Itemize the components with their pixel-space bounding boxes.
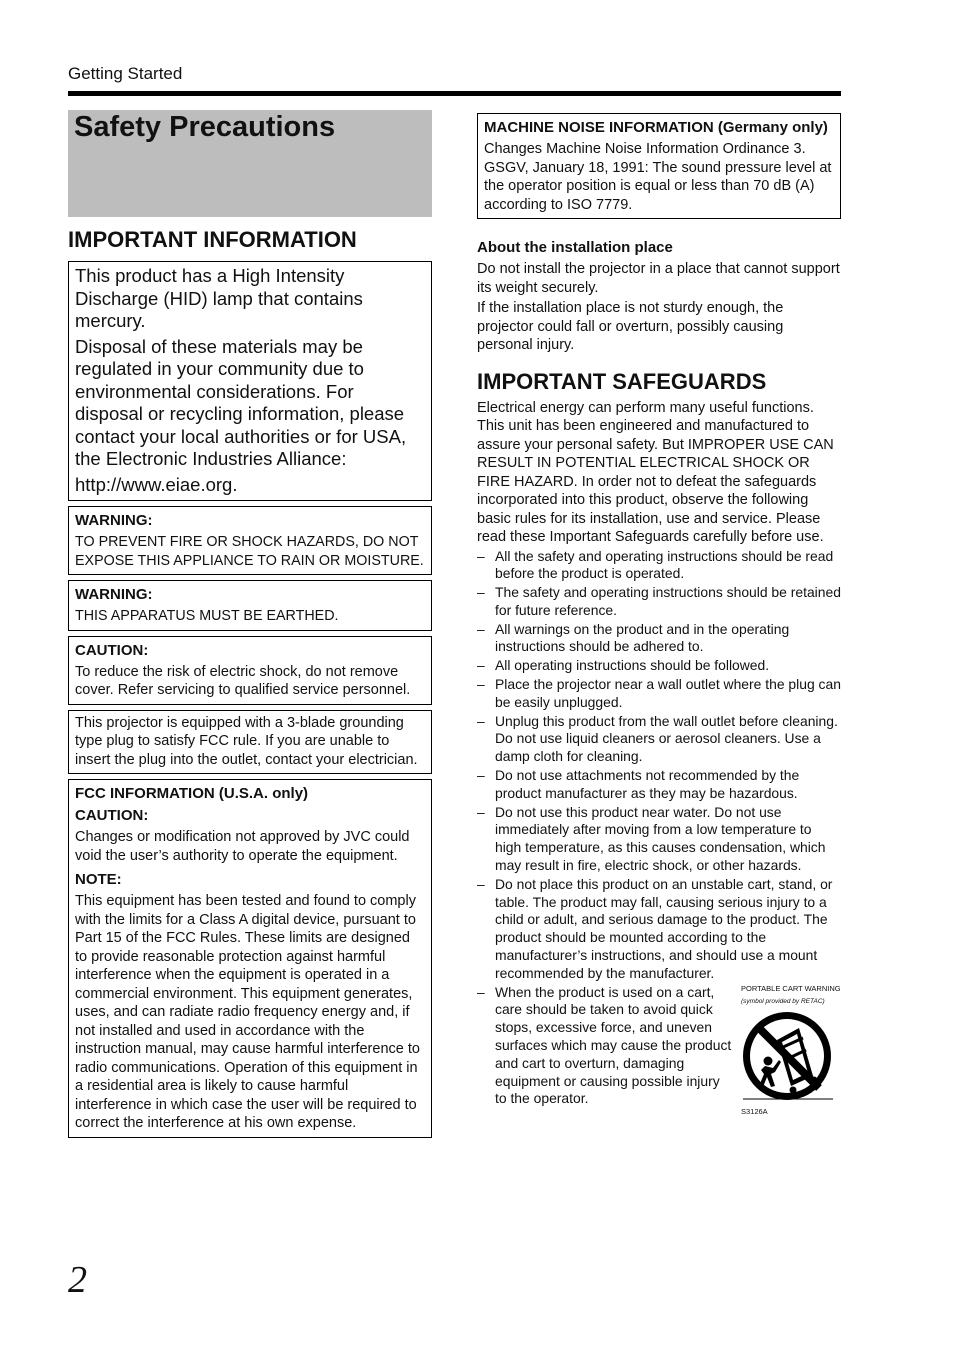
running-header: Getting Started (68, 64, 183, 83)
list-item: – Unplug this product from the wall outlet before cleaning. Do not use liquid cleaners or aerosol cleaners. Use a damp cloth for cleaning. (477, 712, 838, 765)
cart-figure-caption: PORTABLE CART WARNING (741, 983, 841, 993)
caution-title: CAUTION: (75, 641, 149, 659)
header-rule (68, 91, 841, 96)
dash-bullet: – (477, 983, 485, 1000)
list-item: – Place the projector near a wall outlet where the plug can be easily unplugged. (477, 676, 841, 710)
fcc-note-text: This equipment has been tested and found to comply with the limits for a Class A digital device, pursuant to Part 15 of the FCC Rules. These limits are designed to provide reasonable protection against harmful interference when the equipment is operated in a commercial environment. This equipment generates, uses, and can radiate radio frequency energy and, if not installed and used in accordance with the instruction manual, may cause harmful interference to radio communications. Operation of this equipment in a residential area is likely to cause harmful interference in which case the user will be required to correct the interference at his own expense. (75, 893, 420, 1131)
hid-paragraph-2: Disposal of these materials may be regulated in your community due to environmental considerations. For disposal or recycling information, please contact your local authorities or for USA, the Electronic Industries Alliance: (75, 335, 407, 469)
fcc-caution-text: Changes or modification not approved by JVC could void the user’s authority to operate the equipment. (75, 829, 410, 864)
dash-bullet: – (477, 803, 485, 820)
dash-bullet: – (477, 657, 485, 674)
dash-bullet: – (477, 875, 485, 892)
noise-title: MACHINE NOISE INFORMATION (Germany only) (484, 119, 828, 136)
page-number: 2 (68, 1259, 87, 1301)
list-item-cart (477, 984, 841, 1117)
dash-bullet: – (477, 584, 485, 601)
warning-text: TO PREVENT FIRE OR SHOCK HAZARDS, DO NOT EXPOSE THIS APPLIANCE TO RAIN OR MOISTURE. (75, 534, 424, 569)
caution-text: To reduce the risk of electric shock, do not remove cover. Refer servicing to qualified service personnel. (75, 663, 411, 698)
hid-url: http://www.eiae.org. (75, 473, 238, 495)
noise-text: Changes Machine Noise Information Ordinance 3. GSGV, January 18, 1991: The sound pressure level at the operator position is equal or less than 70 dB (A) according to ISO 7779. (484, 141, 832, 213)
installation-heading: About the installation place (477, 239, 673, 256)
list-item: – Do not use this product near water. Do not use immediately after moving from a low temperature to high temperature, as this causes condensation, which may result in fire, electric shock, or other hazards. (477, 803, 826, 874)
dash-bullet: – (477, 767, 485, 784)
fcc-caution-title: CAUTION: (75, 807, 149, 824)
dash-bullet: – (477, 547, 485, 564)
grounding-plug-box (68, 710, 432, 775)
important-information-heading: IMPORTANT INFORMATION (68, 227, 357, 252)
dash-bullet: – (477, 712, 485, 729)
dash-bullet: – (477, 620, 485, 637)
page-title: Safety Precautions (74, 111, 336, 143)
title-band (68, 110, 432, 217)
installation-paragraph-1: Do not install the projector in a place that cannot support its weight securely. (477, 261, 840, 296)
warning-box-earthed (68, 580, 432, 631)
left-column (68, 110, 432, 1143)
list-item: – Do not use attachments not recommended by the product manufacturer as they may be hazardous. (477, 767, 800, 801)
warning-title: WARNING: (75, 586, 153, 603)
list-item: – All the safety and operating instructions should be read before the product is operated. (477, 547, 834, 582)
warning-text: THIS APPARATUS MUST BE EARTHED. (75, 608, 339, 624)
dash-bullet: – (477, 676, 485, 693)
fcc-information-box (68, 779, 432, 1138)
list-item: – The safety and operating instructions should be retained for future reference. (477, 584, 841, 618)
right-column (477, 113, 841, 1117)
warning-title: WARNING: (75, 512, 153, 529)
portable-cart-warning-figure (741, 984, 841, 1117)
list-item: – All operating instructions should be followed. (477, 657, 770, 674)
hid-lamp-box (68, 261, 432, 501)
safeguards-list (477, 548, 841, 1117)
caution-box (68, 636, 432, 705)
list-item: – All warnings on the product and in the operating instructions should be adhered to. (477, 620, 790, 655)
warning-box-rain (68, 506, 432, 575)
list-item: – Do not place this product on an unstable cart, stand, or table. The product may fall, causing serious injury to a child or adult, and serious damage to the product. The product should be mounted according to the manufacturer’s instructions, and should use a mount recommended by the manufacturer. (477, 875, 833, 981)
fcc-note-title: NOTE: (75, 871, 122, 888)
cart-figure-code: S3126A (741, 1107, 768, 1117)
hid-paragraph-1: This product has a High Intensity Discharge (HID) lamp that contains mercury. (75, 265, 363, 331)
cart-warning-text: When the product is used on a cart, care should be taken to avoid quick stops, excessive force, and uneven surfaces which may cause the product and cart to overturn, damaging equipment or causing possible injury to the operator. (495, 983, 732, 1107)
machine-noise-box (477, 113, 841, 219)
cart-figure-subcaption: (symbol provided by RETAC) (741, 997, 825, 1005)
grounding-text: This projector is equipped with a 3-blade grounding type plug to satisfy FCC rule. If you are unable to insert the plug into the outlet, contact your electrician. (75, 714, 418, 768)
important-safeguards-heading: IMPORTANT SAFEGUARDS (477, 368, 767, 394)
installation-paragraph-2: If the installation place is not sturdy enough, the projector could fall or overturn, possibly causing personal injury. (477, 300, 784, 353)
tipping-cart-icon (741, 1010, 837, 1102)
safeguards-intro: Electrical energy can perform many useful functions. This unit has been engineered and manufactured to assure your personal safety. But IMPROPER USE CAN RESULT IN POTENTIAL ELECTRICAL SHOCK OR FIRE HAZARD. In order not to defeat the safeguards incorporated into this product, observe the following basic rules for its installation, use and service. Please read these Important Safeguards carefully before use. (477, 399, 834, 545)
fcc-title: FCC INFORMATION (U.S.A. only) (75, 785, 309, 802)
